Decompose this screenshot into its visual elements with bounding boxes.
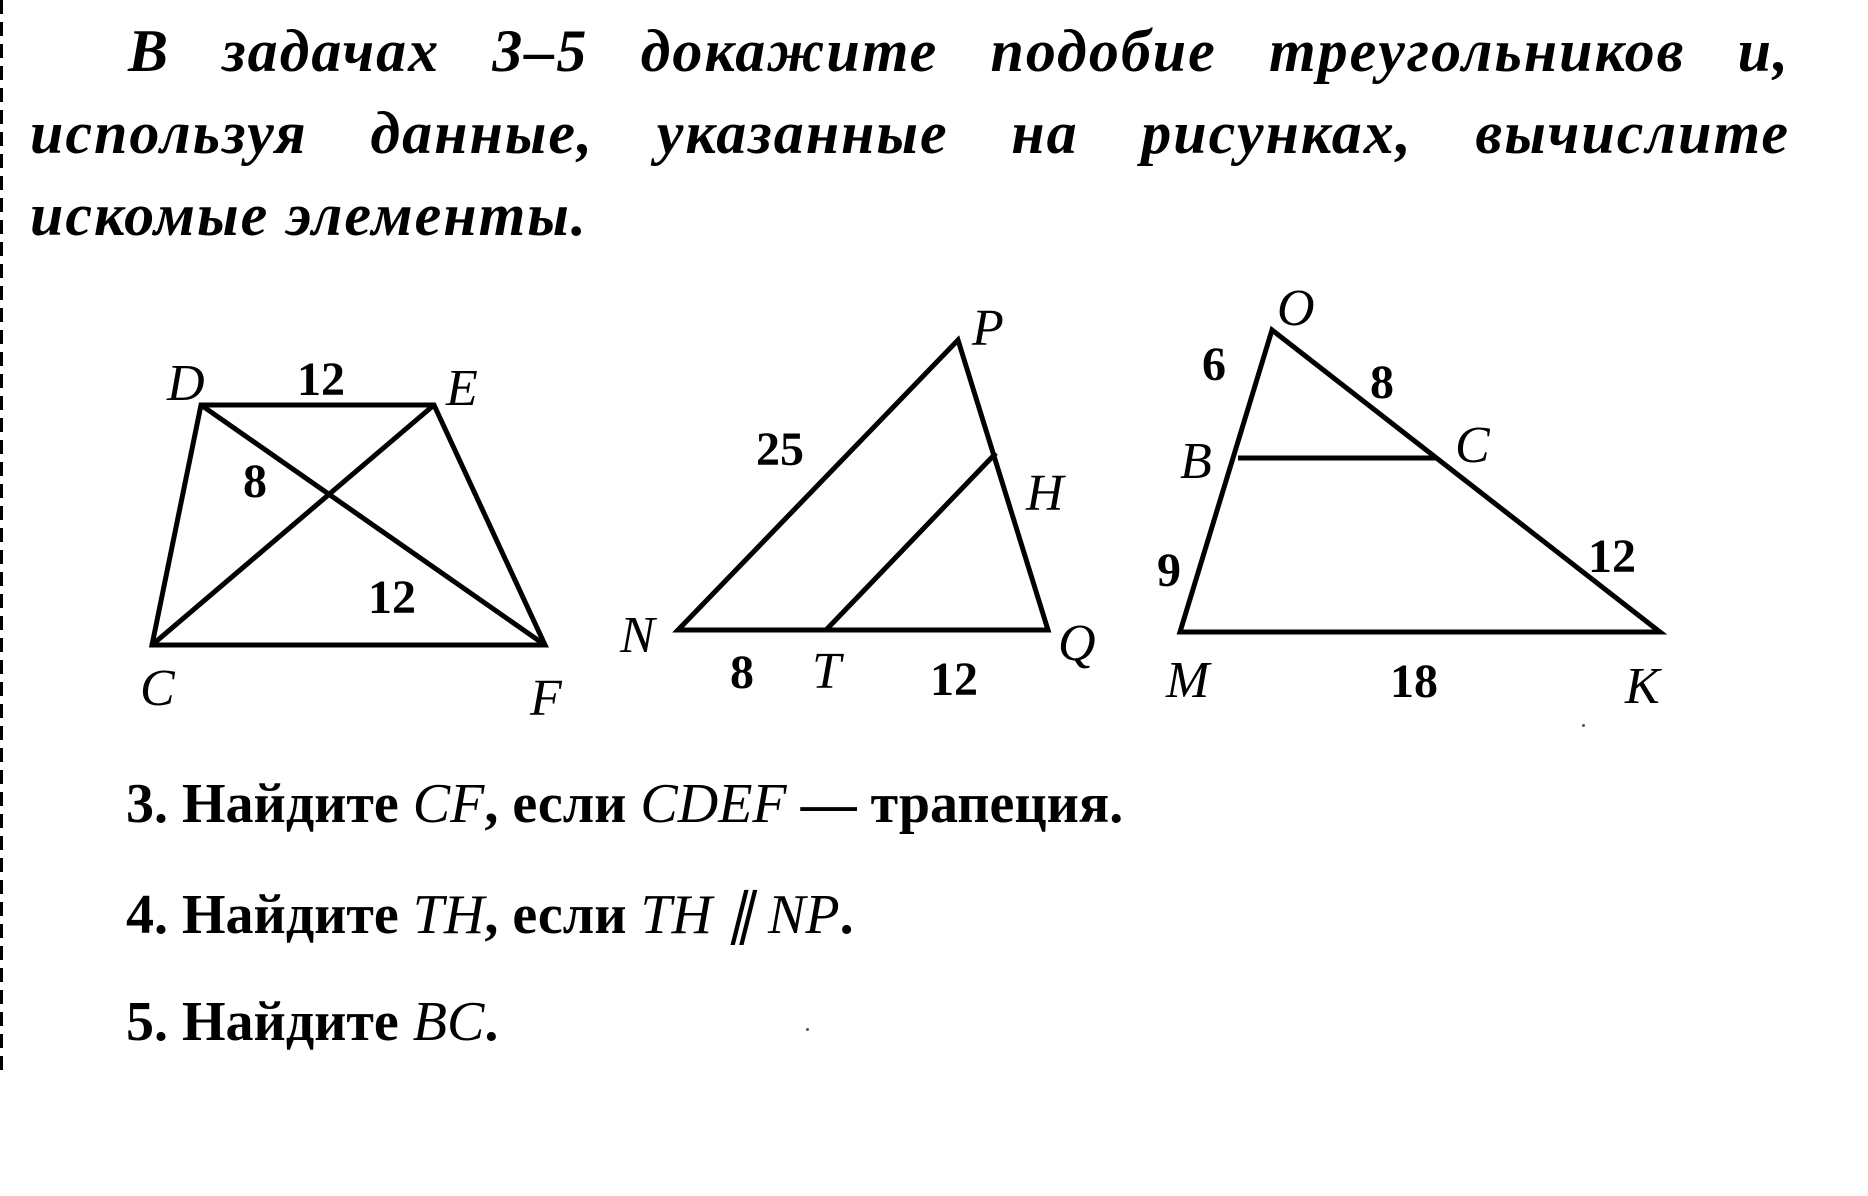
value-ck: 12 [1588, 530, 1636, 583]
task-3-condition-expression: CDEF [640, 773, 787, 835]
value-oc: 8 [1370, 356, 1394, 409]
task-5-number: 5. [126, 991, 168, 1053]
vertex-label-n: N [620, 607, 655, 664]
segment-th [826, 453, 996, 630]
value-bm: 9 [1157, 544, 1181, 597]
task-3-verb: Найдите [182, 773, 399, 835]
value-nt: 8 [730, 646, 754, 699]
vertex-label-e: E [446, 360, 478, 417]
value-of: 12 [368, 571, 416, 624]
vertex-label-o: O [1277, 280, 1315, 337]
task-4-number: 4. [126, 884, 168, 946]
figure-triangle-npq [619, 300, 1096, 706]
task-4 [126, 882, 854, 947]
task-3-tail: — трапеция. [786, 773, 1124, 835]
task-3-number: 3. [126, 773, 168, 835]
vertex-label-q: Q [1058, 615, 1096, 672]
task-3 [126, 772, 1123, 836]
task-4-verb: Найдите [182, 884, 399, 946]
value-de: 12 [297, 353, 345, 406]
vertex-label-m: M [1166, 652, 1210, 709]
task-4-condition-expression: TH ∥ NP [640, 884, 840, 946]
trapezoid-outline [152, 405, 545, 645]
vertex-label-d: D [167, 355, 205, 412]
value-tq: 12 [930, 653, 978, 706]
figure-trapezoid-cdef [140, 353, 563, 727]
value-np: 25 [756, 423, 804, 476]
vertex-label-b: B [1180, 433, 1212, 490]
task-5-target: BC [412, 991, 485, 1053]
vertex-label-f: F [530, 670, 562, 727]
print-speck [806, 1028, 809, 1031]
value-mk: 18 [1390, 655, 1438, 708]
vertex-label-c3: C [1455, 417, 1490, 474]
value-ob: 6 [1202, 338, 1226, 391]
value-do: 8 [243, 455, 267, 508]
task-4-target: TH [412, 884, 485, 946]
vertex-label-t: T [812, 643, 841, 700]
vertex-label-h: H [1026, 465, 1064, 522]
task-4-tail: . [839, 884, 854, 946]
triangle-omk-outline [1180, 330, 1660, 632]
triangle-npq-outline [678, 340, 1048, 630]
intro-text: В задачах 3–5 докажите подобие треугольников и, используя данные, указанные на рисунках, вычислите искомые элементы. [30, 18, 1790, 248]
task-3-condition-word: , если [484, 773, 627, 835]
vertex-label-k: K [1625, 658, 1660, 715]
vertex-label-c: C [140, 660, 175, 717]
task-5-tail: . [484, 991, 499, 1053]
task-5-verb: Найдите [182, 991, 399, 1053]
task-5 [126, 990, 498, 1054]
task-4-condition-word: , если [484, 884, 627, 946]
print-speck [1582, 724, 1585, 727]
task-3-target: CF [412, 773, 485, 835]
vertex-label-p: P [972, 300, 1004, 357]
figure-triangle-omk [1157, 280, 1662, 715]
